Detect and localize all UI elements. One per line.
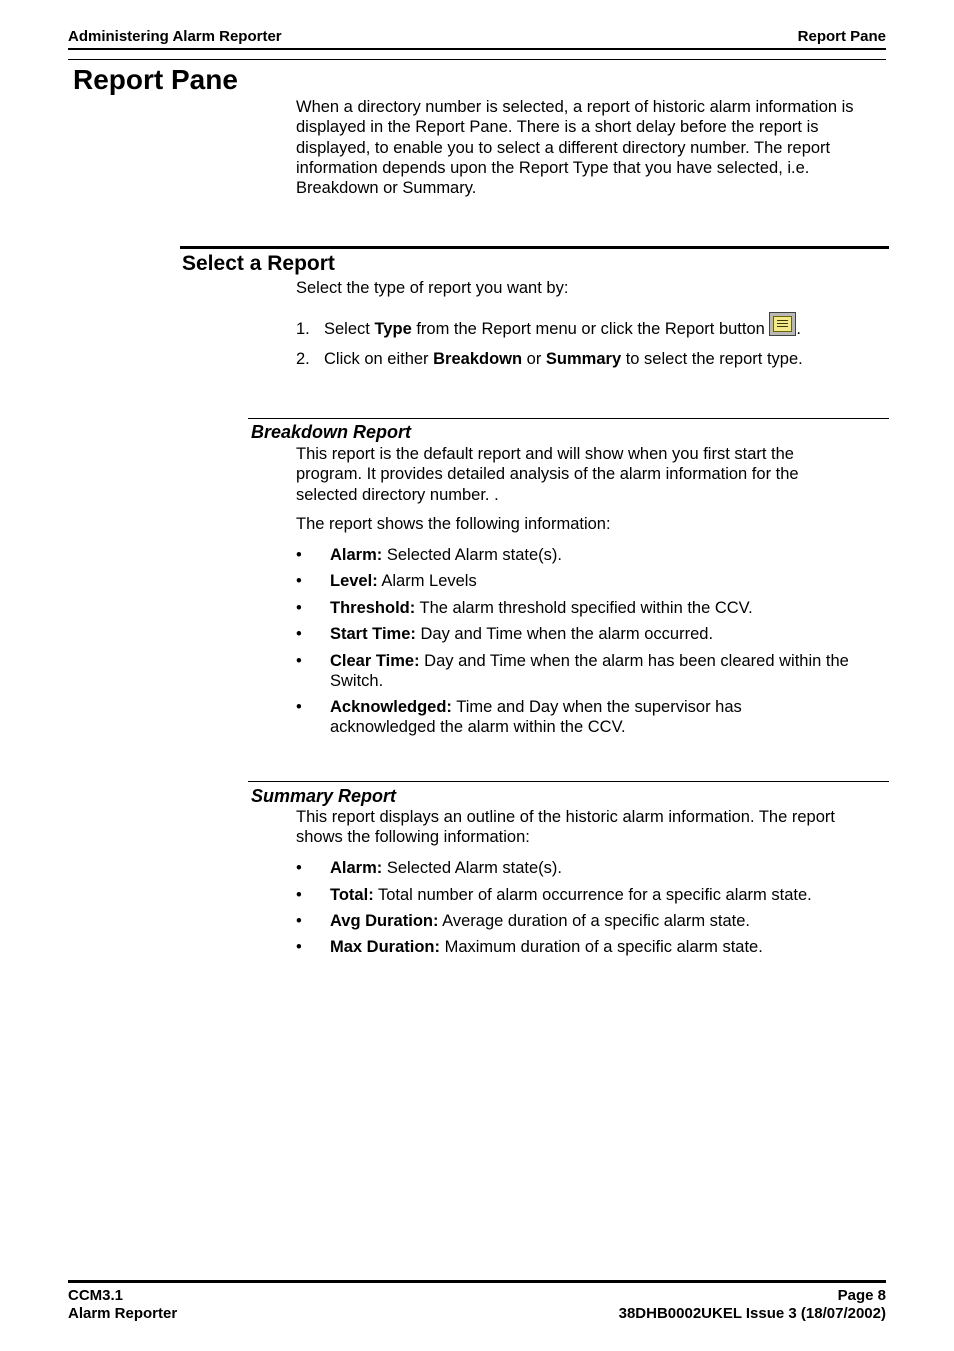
step-number: 1. bbox=[296, 320, 310, 338]
breakdown-description: This report is the default report and will show when you first start the program. It provides detailed analysis of the alarm information for the selected directory number. . bbox=[296, 445, 799, 504]
section-rule bbox=[180, 246, 889, 249]
footer-document-id: 38DHB0002UKEL Issue 3 (18/07/2002) bbox=[618, 1305, 886, 1322]
report-button-icon bbox=[769, 312, 796, 336]
header-left: Administering Alarm Reporter bbox=[68, 28, 282, 45]
menu-item-type: Type bbox=[374, 320, 412, 338]
footer-manual-name: Alarm Reporter bbox=[68, 1305, 178, 1322]
subsection-heading-breakdown: Breakdown Report bbox=[251, 422, 412, 442]
step-number: 2. bbox=[296, 350, 310, 368]
header-rule-thin bbox=[68, 59, 886, 60]
subsection-rule bbox=[248, 418, 889, 419]
footer-page-number: Page 8 bbox=[837, 1287, 886, 1304]
footer-product: CCM3.1 bbox=[68, 1287, 124, 1304]
summary-description: This report displays an outline of the historic alarm information. The report shows the following information: bbox=[296, 808, 835, 847]
page-title: Report Pane bbox=[73, 64, 238, 95]
header-right: Report Pane bbox=[797, 28, 886, 45]
section-heading-select-report: Select a Report bbox=[182, 252, 335, 275]
subsection-rule bbox=[248, 781, 889, 782]
subsection-heading-summary: Summary Report bbox=[251, 786, 397, 806]
select-report-lead: Select the type of report you want by: bbox=[296, 279, 569, 297]
footer-rule bbox=[68, 1280, 886, 1283]
intro-paragraph: When a directory number is selected, a report of historic alarm information is displayed in the Report Pane. There is a short delay before the report is displayed, to enable you to select a different directory number. The report information depends upon the Report Type that you have selected, i.e. Breakdown or Summary. bbox=[296, 98, 854, 198]
breakdown-lead: The report shows the following information: bbox=[296, 515, 611, 533]
header-rule bbox=[68, 48, 886, 50]
